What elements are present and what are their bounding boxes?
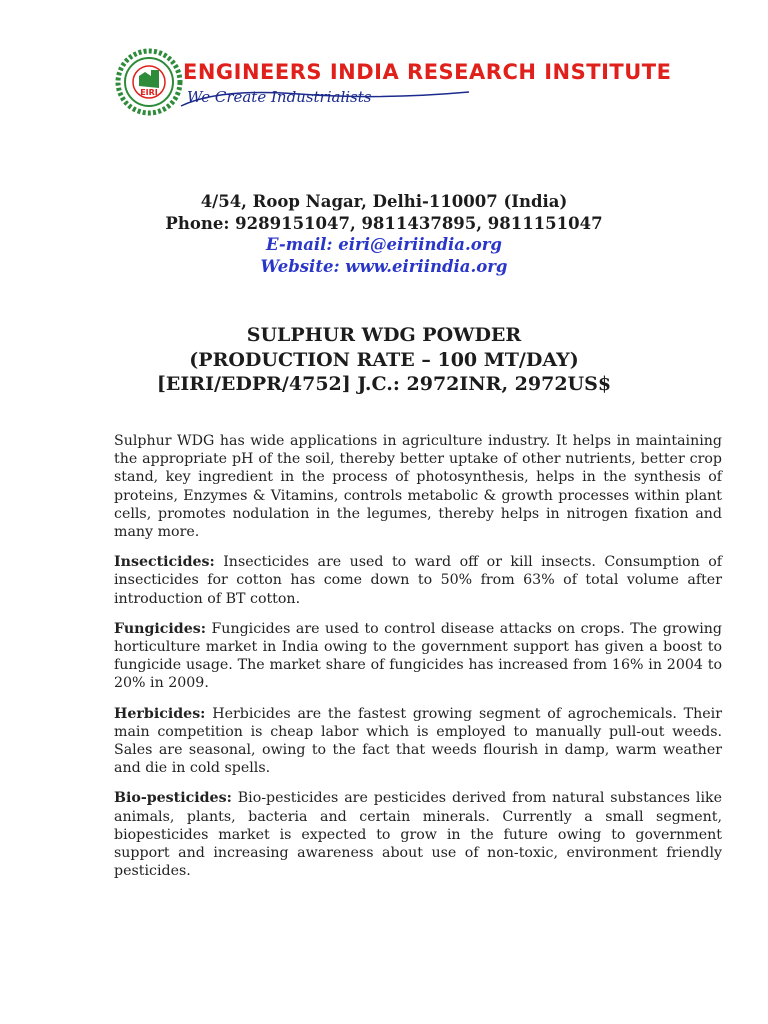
brand-logo [115, 48, 672, 120]
phone: Phone: 9289151047, 9811437895, 9811151047 [165, 213, 603, 233]
production-rate: (PRODUCTION RATE – 100 MT/DAY) [189, 348, 579, 371]
address: 4/54, Roop Nagar, Delhi-110007 (India) [200, 192, 568, 211]
insecticides-heading: Insecticides: [114, 554, 215, 571]
website-link[interactable]: Website: www.eiriindia.org [260, 256, 508, 276]
project-title-block [0, 323, 768, 397]
contact-block [0, 191, 768, 277]
herbicides-heading: Herbicides: [114, 705, 206, 722]
herbicides-paragraph: Herbicides: Herbicides are the fastest growing segment of agrochemicals. Their main competition is cheap labor which is employed to manually pull-out weeds. Sales are seasonal, owing to the fact that weeds flourish in damp, warm weather and die in cold spells. [114, 705, 722, 777]
biopesticides-heading: Bio-pesticides: [114, 790, 232, 807]
project-title: SULPHUR WDG POWDER [246, 324, 522, 346]
brand-name: ENGINEERS INDIA RESEARCH INSTITUTE [183, 60, 672, 84]
seal-text: EIRI [140, 88, 158, 97]
insecticides-paragraph: Insecticides: Insecticides are used to ward off or kill insects. Consumption of insecticides for cotton has come down to 50% from 63% of total volume after introduction of BT cotton. [114, 554, 722, 607]
eiri-seal-icon [115, 48, 183, 116]
fungicides-heading: Fungicides: [114, 620, 206, 637]
intro-paragraph: Sulphur WDG has wide applications in agriculture industry. It helps in maintaining the appropriate pH of the soil, thereby better uptake of other nutrients, better crop stand, key ingredient in the process of photosynthesis, helps in the synthesis of proteins, Enzymes & Vitamins, controls metabolic & growth processes within plant cells, promotes nodulation in the legumes, thereby helps in nitrogen fixation and many more. [114, 433, 722, 541]
brand-tagline: We Create Industrialists [187, 88, 372, 106]
email-link[interactable]: E-mail: eiri@eiriindia.org [266, 235, 502, 254]
document-body [114, 432, 722, 892]
fungicides-paragraph: Fungicides: Fungicides are used to control disease attacks on crops. The growing horticulture market in India owing to the government support has given a boost to fungicide usage. The market share of fungicides has increased from 16% in 2004 to 20% in 2009. [114, 620, 722, 692]
biopesticides-paragraph: Bio-pesticides: Bio-pesticides are pesticides derived from natural substances like animals, plants, bacteria and certain minerals. Currently a small segment, biopesticides market is expected to grow in the future owing to government support and increasing awareness about use of non-toxic, environment friendly pesticides. [114, 790, 722, 880]
project-code: [EIRI/EDPR/4752] J.C.: 2972INR, 2972US$ [156, 373, 612, 395]
